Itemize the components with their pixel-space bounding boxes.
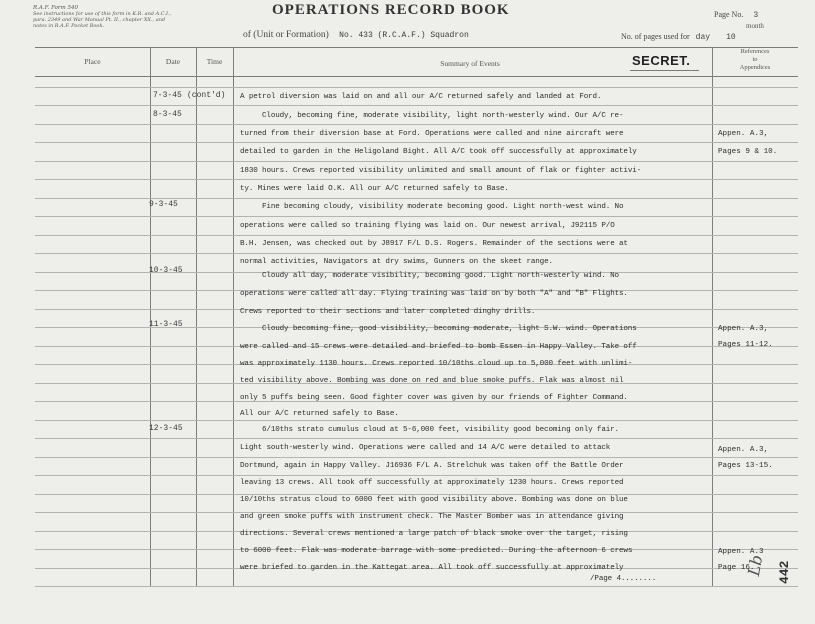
summary-line: Light south-westerly wind. Operations were called and 14 A/C were detailed to attack <box>240 444 611 452</box>
pages-used-value: 10 <box>726 33 736 42</box>
form-instructions <box>33 5 233 29</box>
summary-line: operations were called all day. Flying training was laid on by both "A" and "B" Flights. <box>240 290 628 298</box>
entry-date: 10-3-45 <box>149 266 183 275</box>
unit-value: No. 433 (R.C.A.F.) Squadron <box>339 31 469 40</box>
page-number <box>714 10 758 20</box>
summary-line: was approximately 1130 hours. Crews reported 10/10ths cloud up to 5,000 feet with unlimi- <box>240 360 633 368</box>
secret-classification: SECRET. <box>632 53 691 68</box>
ruled-line <box>35 161 798 162</box>
page-title: OPERATIONS RECORD BOOK <box>272 2 510 18</box>
summary-line: were briefed to garden in the Kattegat area. All took off successfully at approximately <box>240 564 624 572</box>
summary-line: Fine becoming cloudy, visibility moderate becoming good. Light north-west wind. No <box>262 203 624 211</box>
summary-line: Cloudy, becoming fine, moderate visibility, light north-westerly wind. Our A/C re- <box>262 112 624 120</box>
appendix-reference: Appen. A.3, <box>718 446 769 454</box>
ruled-line <box>35 235 798 236</box>
summary-line: All our A/C returned safely to Base. <box>240 410 399 418</box>
form-note-line: See instructions for use of this form in K.R. and A.C.I., <box>33 11 172 17</box>
ruled-line <box>35 253 798 254</box>
secret-underline <box>630 70 699 71</box>
summary-line: were called and 15 crews were detailed and briefed to bomb Essen in Happy Valley. Take off <box>240 343 637 351</box>
entry-date: 8-3-45 <box>153 110 182 119</box>
col-header-date: Date <box>165 57 181 66</box>
ref-header-line: References <box>740 48 770 55</box>
date-column-rule <box>150 47 151 587</box>
ref-column-rule <box>712 47 713 587</box>
time-column-rule <box>196 47 197 587</box>
summary-line: normal activities, Navigators at dry swims, Gunners on the skeet range. <box>240 258 553 266</box>
summary-line: Cloudy becoming fine, good visibility, becoming moderate, light S.W. wind. Operations <box>262 325 637 333</box>
summary-line: directions. Several crews mentioned a large patch of black smoke over the target, rising <box>240 530 628 538</box>
summary-line: 1830 hours. Crews reported visibility unlimited and small amount of flak or fighter activi- <box>240 167 642 175</box>
unit-line <box>243 30 469 40</box>
page-number-label: Page No. <box>714 10 744 19</box>
summary-line: 10/10ths stratus cloud to 6000 feet with good visibility above. Bombing was done on blue <box>240 496 628 504</box>
entry-date: 9-3-45 <box>149 200 178 209</box>
summary-line: Cloudy all day, moderate visibility, becoming good. Light north-westerly wind. No <box>262 272 619 280</box>
appendix-reference: Pages 9 & 10. <box>718 148 778 156</box>
summary-line: detailed to garden in the Heligoland Bight. All A/C took off successfully at approximately <box>240 148 637 156</box>
entry-date: 7-3-45 <box>153 91 182 100</box>
summary-line: B.H. Jensen, was checked out by J8917 F/L D.S. Rogers. Remainder of the sections were at <box>240 240 628 248</box>
ruled-line <box>35 457 798 458</box>
entry-time: (cont'd) <box>187 91 226 100</box>
form-note-line: para. 2349 and War Manual Pt. II., chapter XX., and <box>33 17 166 23</box>
ref-header-line: Appendices <box>739 64 771 71</box>
ruled-line <box>35 420 798 421</box>
ruled-line <box>35 105 798 106</box>
summary-line: ty. Mines were laid O.K. All our A/C returned safely to Base. <box>240 185 509 193</box>
summary-line: Crews reported to their sections and later completed dinghy drills. <box>240 308 536 316</box>
pages-used-label: No. of pages used for <box>621 32 690 41</box>
ruled-line <box>35 438 798 439</box>
entry-date: 11-3-45 <box>149 320 183 329</box>
appendix-reference: Pages 13-15. <box>718 462 773 470</box>
summary-line: operations were called so training flying was laid on. Our newest arrival, J92115 P/O <box>240 222 615 230</box>
ruled-line <box>35 494 798 495</box>
appendix-reference: Page 16. <box>718 564 755 572</box>
appendix-reference: Appen. A.3, <box>718 325 769 333</box>
summary-line: to 6000 feet. Flak was moderate barrage with some predicted. During the afternoon 6 crews <box>240 547 633 555</box>
summary-line: A petrol diversion was laid on and all our A/C returned safely and landed at Ford. <box>240 93 602 101</box>
page-number-value: 3 <box>753 11 759 20</box>
appendix-reference: Appen. A.3, <box>718 130 769 138</box>
ruled-line <box>35 216 798 217</box>
col-header-time: Time <box>206 57 223 66</box>
ruled-line <box>35 198 798 199</box>
col-header-summary: Summary of Events <box>440 59 500 68</box>
ruled-line <box>35 142 798 143</box>
form-number: R.A.F. Form 540 <box>33 5 78 11</box>
form-note-line: notes in R.A.F. Pocket Book. <box>33 23 105 29</box>
page-stamp-number: 442 <box>777 560 792 584</box>
summary-column-rule <box>233 47 234 587</box>
ruled-line <box>35 179 798 180</box>
summary-line: and green smoke puffs with instrument check. The Master Bomber was in attendance giving <box>240 513 624 521</box>
summary-line: only 5 puffs being seen. Good fighter cover was given by our friends of Fighter Command. <box>240 394 628 402</box>
col-header-place: Place <box>84 57 101 66</box>
col-header-references <box>712 48 798 72</box>
unit-label: of (Unit or Formation) <box>243 30 329 40</box>
page-continuation: /Page 4........ <box>590 575 657 583</box>
appendix-reference: Pages 11-12. <box>718 341 773 349</box>
appendix-reference: Appen. A.3 <box>718 548 764 556</box>
ref-header-line: to <box>752 56 758 63</box>
pages-used <box>621 32 736 42</box>
ruled-line <box>35 87 798 88</box>
summary-line: ted visibility above. Bombing was done on red and blue smoke puffs. Flak was almost nil <box>240 377 624 385</box>
handwritten-initials: Lb <box>744 553 767 578</box>
ruled-line <box>35 586 798 587</box>
ruled-line <box>35 475 798 476</box>
summary-line: Dortmund, again in Happy Valley. J16936 F/L A. Strelchuk was taken off the Battle Order <box>240 462 624 470</box>
summary-line: leaving 13 crews. All took off successfully at approximately 1230 hours. Crews reported <box>240 479 624 487</box>
summary-line: turned from their diversion base at Ford. Operations were called and nine aircraft were <box>240 130 624 138</box>
entry-date: 12-3-45 <box>149 424 183 433</box>
month-label: month <box>746 22 764 30</box>
summary-line: 6/10ths strato cumulus cloud at 5-6,000 feet, visibility good becoming only fair. <box>262 426 619 434</box>
ruled-line <box>35 124 798 125</box>
pages-used-period: day <box>695 33 711 42</box>
